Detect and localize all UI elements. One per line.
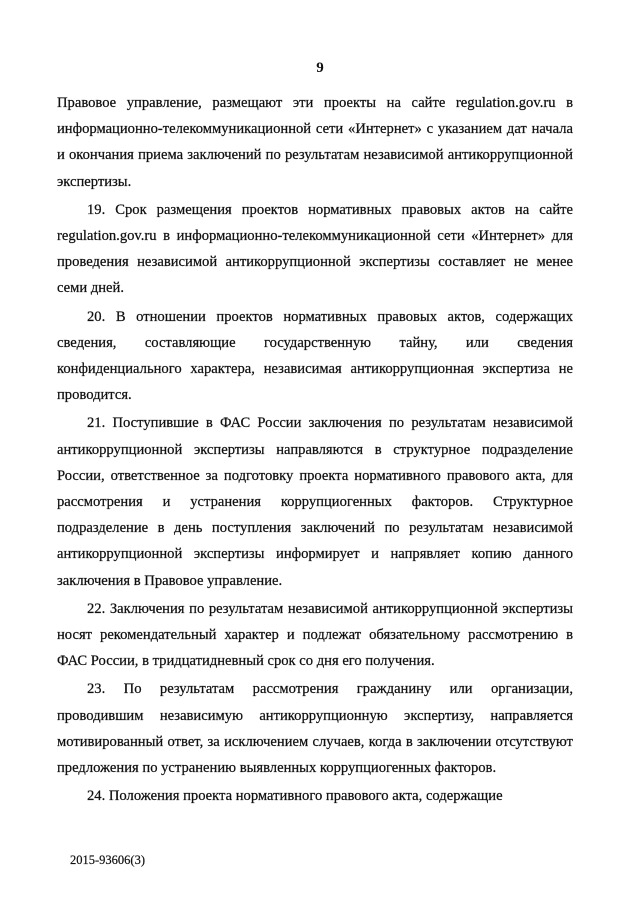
paragraph-continuation: Правовое управление, размещают эти проекты на сайте regulation.gov.ru в информационно-телекоммуникационной сети «Интернет» с указанием дат начала и окончания приема заключений по результатам независимой антикоррупционной экспертизы. (57, 95, 573, 190)
paragraph-item-23: 23. По результатам рассмотрения гражданину или организации, проводившим независимую антикоррупционную экспертизу, направляется мотивированный ответ, за исключением случаев, когда в заключении отсутствуют предложения по устранению выявленных коррупциогенных факторов. (57, 681, 573, 777)
paragraph-item-22: 22. Заключения по результатам независимой антикоррупционной экспертизы носят рекомендательный характер и подлежат обязательному рассмотрению в ФАС России, в тридцатидневный срок со дня его получения. (57, 600, 573, 670)
paragraph-item-24: 24. Положения проекта нормативного правового акта, содержащие (87, 788, 503, 805)
page-number: 9 (316, 60, 324, 76)
document-body (57, 90, 573, 811)
document-footer-code: 2015-93606(3) (70, 853, 145, 867)
paragraph-item-20: 20. В отношении проектов нормативных правовых актов, содержащих сведения, составляющие государственную тайну, или сведения конфиденциального характера, независимая антикоррупционная экспертиза не проводится. (57, 308, 573, 404)
paragraph-item-19: 19. Срок размещения проектов нормативных правовых актов на сайте regulation.gov.ru в информационно-телекоммуникационной сети «Интернет» для проведения независимой антикоррупционной экспертизы составляет не менее семи дней. (57, 201, 573, 297)
paragraph-item-21: 21. Поступившие в ФАС России заключения по результатам независимой антикоррупционной экспертизы направляются в структурное подразделение России, ответственное за подготовку проекта нормативного правового акта, для рассмотрения и устранения коррупциогенных факторов. Структурное подразделение в день поступления заключений по результатам независимой антикоррупционной экспертизы информирует и напрявляет копию данного заключения в Правовое управление. (57, 415, 573, 589)
